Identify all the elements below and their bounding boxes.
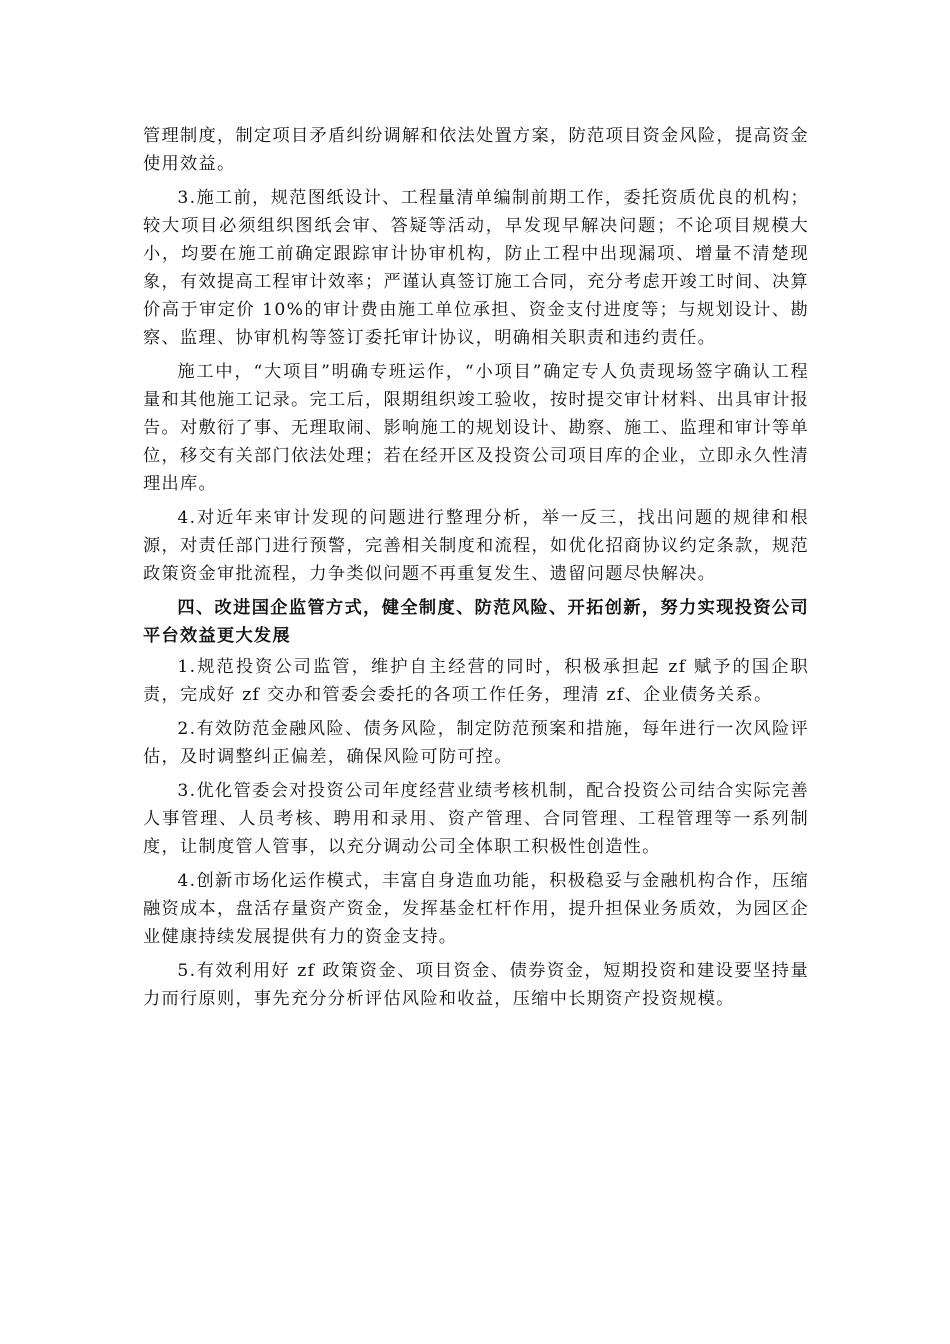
paragraph-item-2-risk: 2.有效防范金融风险、债务风险，制定防范预案和措施，每年进行一次风险评估，及时调整纠正偏差，确保风险可防可控。 xyxy=(143,719,809,767)
paragraph-item-1-supervision: 1.规范投资公司监管，维护自主经营的同时，积极承担起 zf 赋予的国企职责，完成好 zf 交办和管委会委托的各项工作任务，理清 zf、企业债务关系。 xyxy=(143,657,809,705)
paragraph-item-4-audit-analysis: 4.对近年来审计发现的问题进行整理分析，举一反三，找出问题的规律和根源，对责任部门进行预警，完善相关制度和流程，如优化招商协议约定条款，规范政策资金审批流程，力争类似问题不再重复发生、遗留问题尽快解决。 xyxy=(143,508,809,584)
paragraph-continuation: 管理制度，制定项目矛盾纠纷调解和依法处置方案，防范项目资金风险，提高资金使用效益。 xyxy=(143,126,809,174)
paragraph-item-4-market: 4.创新市场化运作模式，丰富自身造血功能，积极稳妥与金融机构合作，压缩融资成本，盘活存量资产资金，发挥基金杠杆作用，提升担保业务质效，为园区企业健康持续发展提供有力的资金支持。 xyxy=(143,871,809,947)
paragraph-item-3-before-construction: 3.施工前，规范图纸设计、工程量清单编制前期工作，委托资质优良的机构；较大项目必须组织图纸会审、答疑等活动，早发现早解决问题；不论项目规模大小，均要在施工前确定跟踪审计协审机构，防止工程中出现漏项、增量不清楚现象，有效提高工程审计效率；严谨认真签订施工合同，充分考虑开竣工时间、决算价高于审定价 10%的审计费由施工单位承担、资金支付进度等；与规划设计、勘察、监理、协审机构等签订委托审计协议，明确相关职责和违约责任。 xyxy=(143,188,809,348)
paragraph-during-construction: 施工中，“大项目”明确专班运作，“小项目”确定专人负责现场签字确认工程量和其他施工记录。完工后，限期组织竣工验收，按时提交审计材料、出具审计报告。对敷衍了事、无理取闹、影响施工的规划设计、勘察、施工、监理和审计等单位，移交有关部门依法处理；若在经开区及投资公司项目库的企业，立即永久性清理出库。 xyxy=(143,362,809,494)
paragraph-item-5-funds: 5.有效利用好 zf 政策资金、项目资金、债券资金，短期投资和建设要坚持量力而行原则，事先充分分析评估风险和收益，压缩中长期资产投资规模。 xyxy=(143,961,809,1009)
section-heading-4: 四、改进国企监管方式，健全制度、防范风险、开拓创新，努力实现投资公司平台效益更大发展 xyxy=(143,598,809,646)
document-page xyxy=(143,122,809,1013)
paragraph-item-3-assessment: 3.优化管委会对投资公司年度经营业绩考核机制，配合投资公司结合实际完善人事管理、人员考核、聘用和录用、资产管理、合同管理、工程管理等一系列制度，让制度管人管事，以充分调动公司全体职工积极性创造性。 xyxy=(143,781,809,857)
